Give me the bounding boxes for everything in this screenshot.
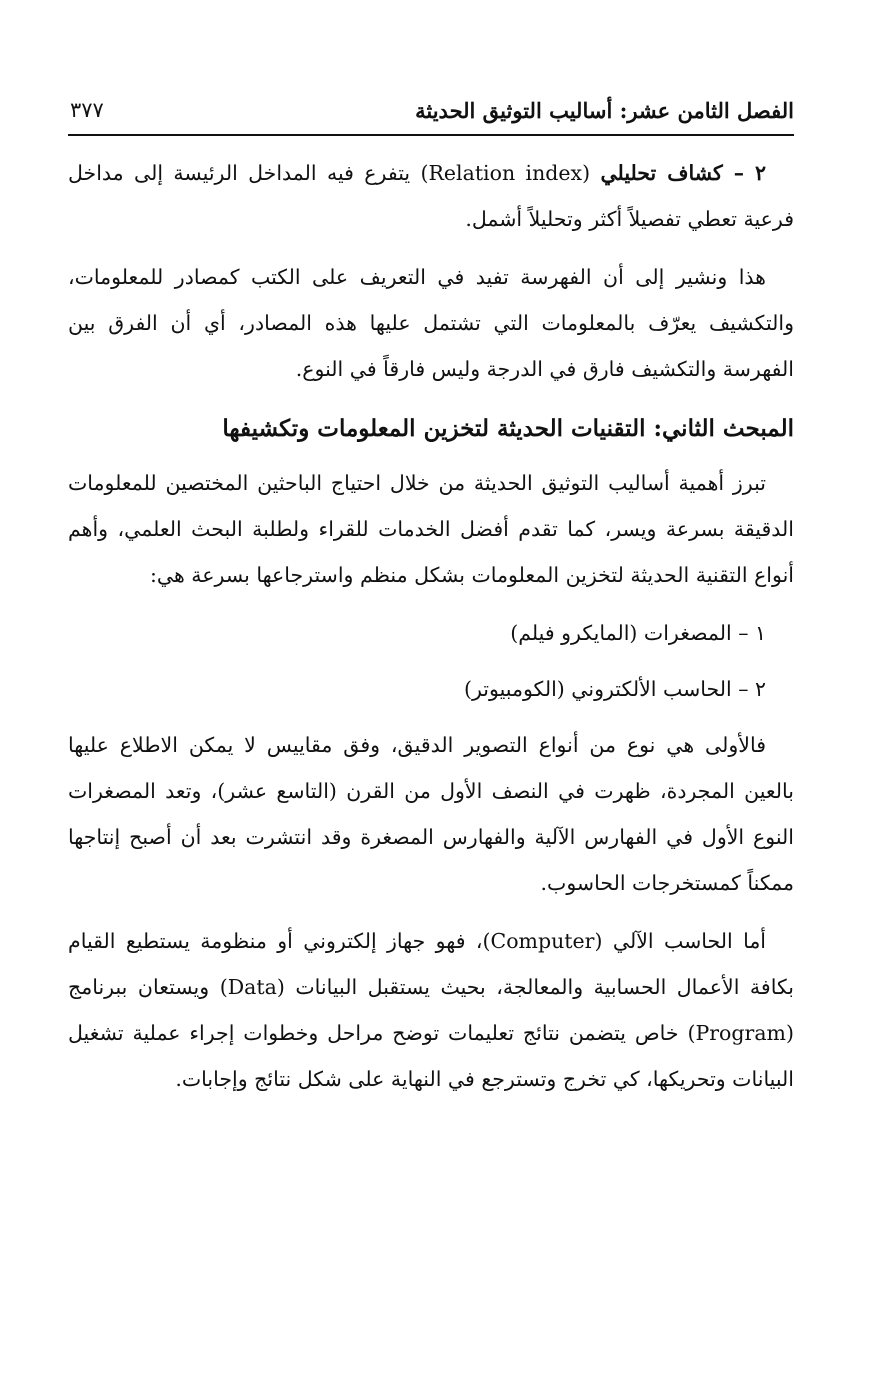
microforms-paragraph: فالأولى هي نوع من أنواع التصوير الدقيق، وفق مقاييس لا يمكن الاطلاع عليها بالعين المجردة، ظهرت في النصف الأول من القرن (التاسع عشر)، وتعد المصغرات النوع الأول في الفهارس الآلية والفهارس المصغرة وقد انتشرت بعد أن أصبح إنتاجها ممكناً كمستخرجات الحاسوب.: [68, 733, 794, 895]
computer-paragraph: أما الحاسب الآلي (Computer)، فهو جهاز إلكتروني أو منظومة يستطيع القيام بكافة الأعمال الحسابية والمعالجة، بحيث يستقبل البيانات (Data) ويستعان ببرنامج (Program) خاص يتضمن نتائج تعليمات توضح مراحل وخطوات إجراء عملية تشغيل البيانات وتحريكها، كي تخرج وتسترجع في النهاية على شكل نتائج وإجابات.: [68, 929, 794, 1091]
index-type-2-term: ٢ – كشاف تحليلي: [600, 161, 766, 185]
book-page: [68, 0, 794, 1379]
chapter-title: الفصل الثامن عشر: أساليب التوثيق الحديثة: [415, 98, 794, 123]
list-item-computer: ٢ – الحاسب الألكتروني (الكومبيوتر): [463, 677, 766, 701]
modern-techniques-paragraph: تبرز أهمية أساليب التوثيق الحديثة من خلال احتياج الباحثين المختصين للمعلومات الدقيقة بسرعة ويسر، كما تقدم أفضل الخدمات للقراء ولطلبة البحث العلمي، وأهم أنواع التقنية الحديثة لتخزين المعلومات بشكل منظم واسترجاعها بسرعة هي:: [68, 471, 794, 587]
header-rule: [68, 134, 794, 136]
list-item-microfilm: ١ – المصغرات (المايكرو فيلم): [510, 621, 766, 645]
section-heading: المبحث الثاني: التقنيات الحديثة لتخزين المعلومات وتكشيفها: [222, 415, 794, 442]
running-head: [68, 98, 794, 132]
index-type-2-paragraph: [68, 150, 794, 242]
indexing-vs-cataloging-paragraph: هذا ونشير إلى أن الفهرسة تفيد في التعريف على الكتب كمصادر للمعلومات، والتكشيف يعرّف بالمعلومات التي تشتمل عليها هذه المصادر، أي أن الفرق بين الفهرسة والتكشيف فارق في الدرجة وليس فارقاً في النوع.: [68, 265, 794, 381]
page-number: ٣٧٧: [70, 98, 104, 122]
index-type-2-definition: (Relation index) يتفرع فيه المداخل الرئيسة إلى مداخل فرعية تعطي تفصيلاً أكثر وتحليلاً أشمل.: [68, 161, 794, 231]
page-body: [68, 150, 794, 1114]
